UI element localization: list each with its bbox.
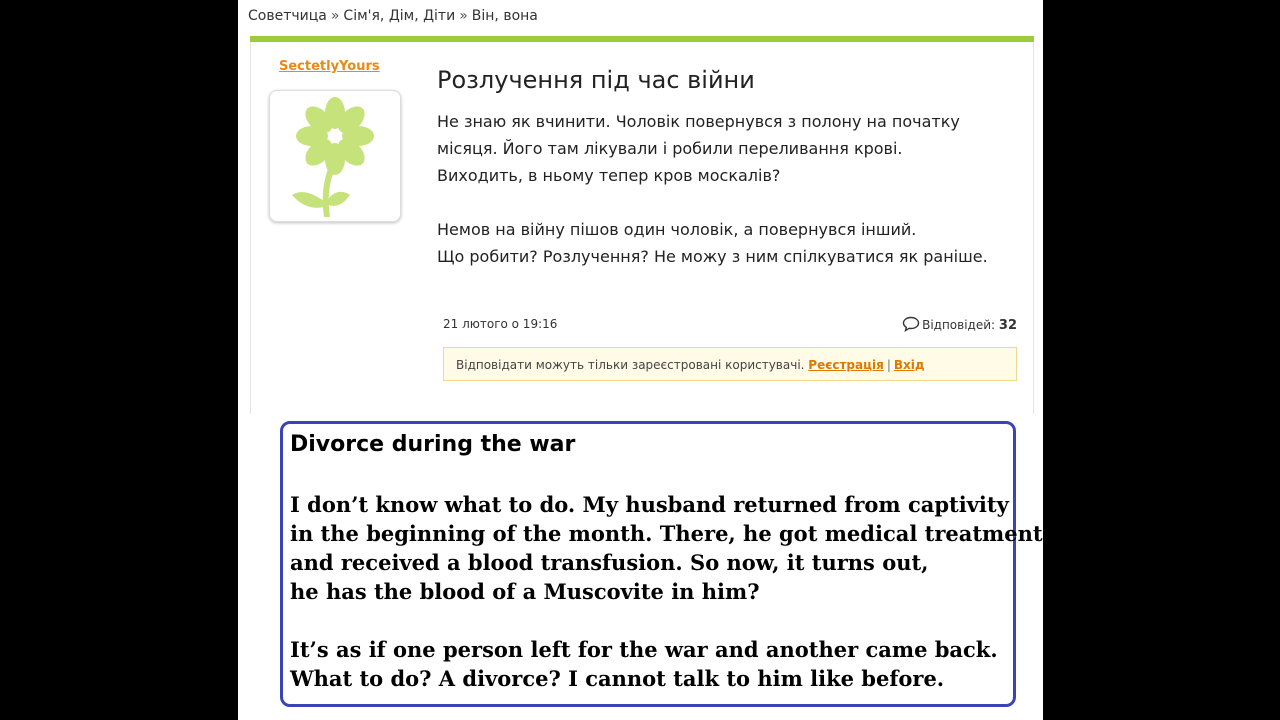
- translation-line: It’s as if one person left for the war and another came back.: [290, 637, 998, 662]
- registration-notice: [443, 347, 1017, 381]
- post-text-line: Що робити? Розлучення? Не можу з ним спілкуватися як раніше.: [437, 247, 988, 266]
- post-text-line: Немов на війну пішов один чоловік, а повернувся інший.: [437, 220, 917, 239]
- replies-counter[interactable]: [902, 316, 1017, 333]
- login-link[interactable]: Вхід: [893, 358, 925, 372]
- forum-page: [238, 0, 1043, 720]
- breadcrumb: [248, 8, 538, 24]
- replies-label: Відповідей:: [922, 318, 996, 332]
- breadcrumb-subcategory[interactable]: Він, вона: [471, 8, 538, 24]
- post-container: [250, 42, 1034, 414]
- register-link[interactable]: Реєстрація: [808, 358, 884, 372]
- post-text-line: Не знаю як вчинити. Чоловік повернувся з полону на початку: [437, 112, 960, 131]
- breadcrumb-category[interactable]: Сім'я, Дім, Діти: [343, 8, 456, 24]
- post-date: 21 лютого о 19:16: [443, 317, 558, 331]
- translation-title: Divorce during the war: [290, 432, 576, 457]
- notice-divider: |: [886, 358, 891, 372]
- post-body: [437, 108, 1027, 270]
- translation-line: he has the blood of a Muscovite in him?: [290, 579, 760, 604]
- post-text-line: Виходить, в ньому тепер кров москалів?: [437, 166, 781, 185]
- post-text-line: місяця. Його там лікували і робили переливання крові.: [437, 139, 903, 158]
- post-title: Розлучення під час війни: [437, 66, 755, 94]
- flower-icon: [270, 91, 400, 221]
- translation-line: What to do? A divorce? I cannot talk to him like before.: [290, 666, 945, 691]
- breadcrumb-home[interactable]: Советчица: [248, 8, 327, 24]
- translation-box: [280, 421, 1043, 707]
- translation-line: and received a blood transfusion. So now, it turns out,: [290, 550, 929, 575]
- avatar[interactable]: [269, 90, 401, 222]
- notice-text: Відповідати можуть тільки зареєстровані користувачі.: [456, 358, 805, 372]
- translation-body: [290, 490, 1043, 693]
- translation-line: in the beginning of the month. There, he got medical treatment: [290, 521, 1043, 546]
- post-author-link[interactable]: SectetlyYours: [279, 59, 380, 74]
- replies-count: 32: [998, 318, 1017, 333]
- breadcrumb-separator: »: [330, 8, 340, 24]
- speech-bubble-icon: [902, 316, 920, 332]
- breadcrumb-separator: »: [459, 8, 468, 24]
- translation-line: I don’t know what to do. My husband returned from captivity: [290, 492, 1009, 517]
